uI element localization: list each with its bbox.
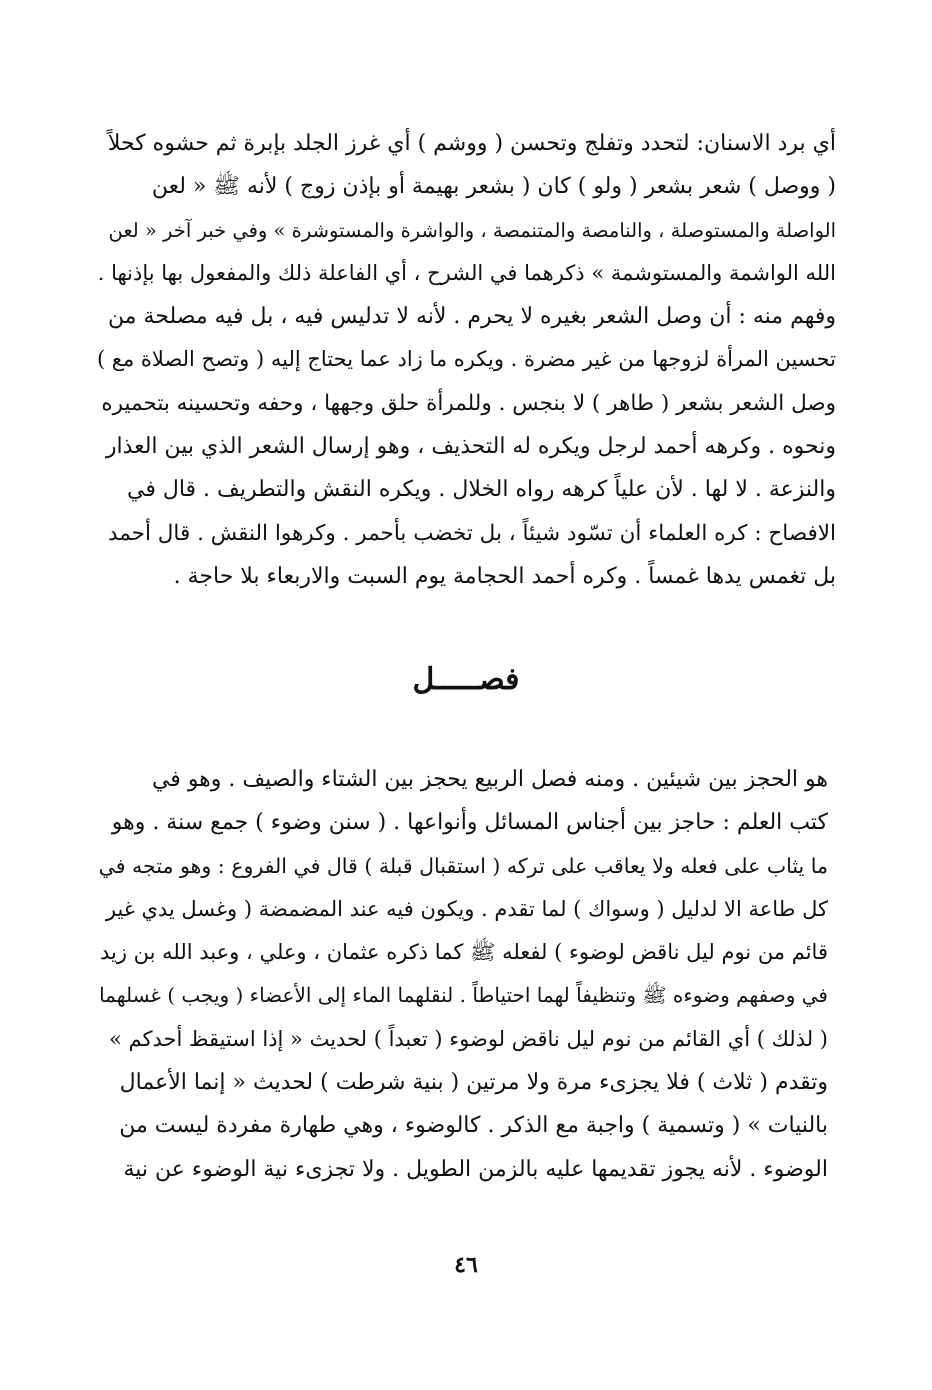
text-line: بالنيات » ( وتسمية ) واجبة مع الذكر . كالوضوء ، وهي طهارة مفردة ليست من — [119, 1113, 828, 1139]
text-line: وصل الشعر بشعر ( طاهر ) لا بنجس . وللمرأة حلق وجهها ، وحفه وتحسينه بتحميره — [101, 390, 836, 416]
bottom-paragraph — [98, 758, 828, 1191]
section-heading: فصـــــل — [412, 662, 520, 697]
text-line: هو الحجز بين شيئين . ومنه فصل الربيع يحجز بين الشتاء والصيف . وهو في — [151, 767, 828, 792]
text-line: تحسين المرأة لزوجها من غير مضرة . ويكره ما زاد عما يحتاج إليه ( وتصح الصلاة مع ) — [96, 347, 836, 372]
text-line: كل طاعة الا لدليل ( وسواك ) لما تقدم . ويكون فيه عند المضمضة ( وغسل يدي غير — [105, 896, 828, 921]
text-line: ما يثاب على فعله ولا يعاقب على تركه ( استقبال قبلة ) قال في الفروع : وهو متجه في — [98, 853, 828, 878]
text-line: أي برد الاسنان: لتحدد وتفلج وتحسن ( ووشم ) أي غرز الجلد بإبرة ثم حشوه كحلاً — [107, 131, 836, 156]
text-line: ونحوه . وكرهه أحمد لرجل ويكره له التحذيف ، وهو إرسال الشعر الذي بين العذار — [105, 434, 836, 460]
top-paragraph — [96, 122, 836, 598]
text-line: وتقدم ( ثلاث ) فلا يجزىء مرة ولا مرتين ( بنية شرطت ) لحديث « إنما الأعمال — [119, 1070, 828, 1096]
text-line: وفهم منه : أن وصل الشعر بغيره لا يحرم . لأنه لا تدليس فيه ، بل فيه مصلحة من — [107, 304, 836, 330]
page-number: ٤٦ — [454, 1252, 478, 1278]
text-line: في وصفهم وضوءه ﷺ وتنظيفاً لهما احتياطاً . لنقلهما الماء إلى الأعضاء ( ويجب ) غسلهما — [99, 983, 828, 1008]
text-line: ( ووصل ) شعر بشعر ( ولو ) كان ( بشعر بهيمة أو بإذن زوج ) لأنه ﷺ « لعن — [151, 174, 836, 200]
text-line: والنزعة . لا لها . لأن علياً كرهه رواه الخلال . ويكره النقش والتطريف . قال في — [127, 477, 836, 503]
text-line: ( لذلك ) أي القائم من نوم ليل ناقض لوضوء ( تعبداً ) لحديث « إذا استيقظ أحدكم » — [109, 1026, 828, 1051]
text-line: كتب العلم : حاجز بين أجناس المسائل وأنواعها . ( سنن وضوء ) جمع سنة . وهو — [111, 810, 828, 836]
text-line: الواصلة والمستوصلة ، والنامصة والمتنمصة ، والواشرة والمستوشرة » وفي خبر آخر « لعن — [108, 218, 836, 242]
text-line: الله الواشمة والمستوشمة » ذكرهما في الشرح ، أي الفاعلة ذلك والمفعول بها بإذنها . — [97, 260, 836, 285]
text-line: قائم من نوم ليل ناقض لوضوء ) لفعله ﷺ كما ذكره عثمان ، وعلي ، وعبد الله بن زيد — [99, 940, 828, 965]
text-line: الافصاح : كره العلماء أن تسّود شيئاً ، بل تخضب بأحمر . وكرهوا النقش . قال أحمد — [107, 520, 836, 546]
text-line: الوضوء . لأنه يجوز تقديمها عليه بالزمن الطويل . ولا تجزىء نية الوضوء عن نية — [123, 1156, 828, 1182]
text-line: بل تغمس يدها غمساً . وكره أحمد الحجامة يوم السبت والاربعاء بلا حاجة . — [173, 563, 836, 589]
